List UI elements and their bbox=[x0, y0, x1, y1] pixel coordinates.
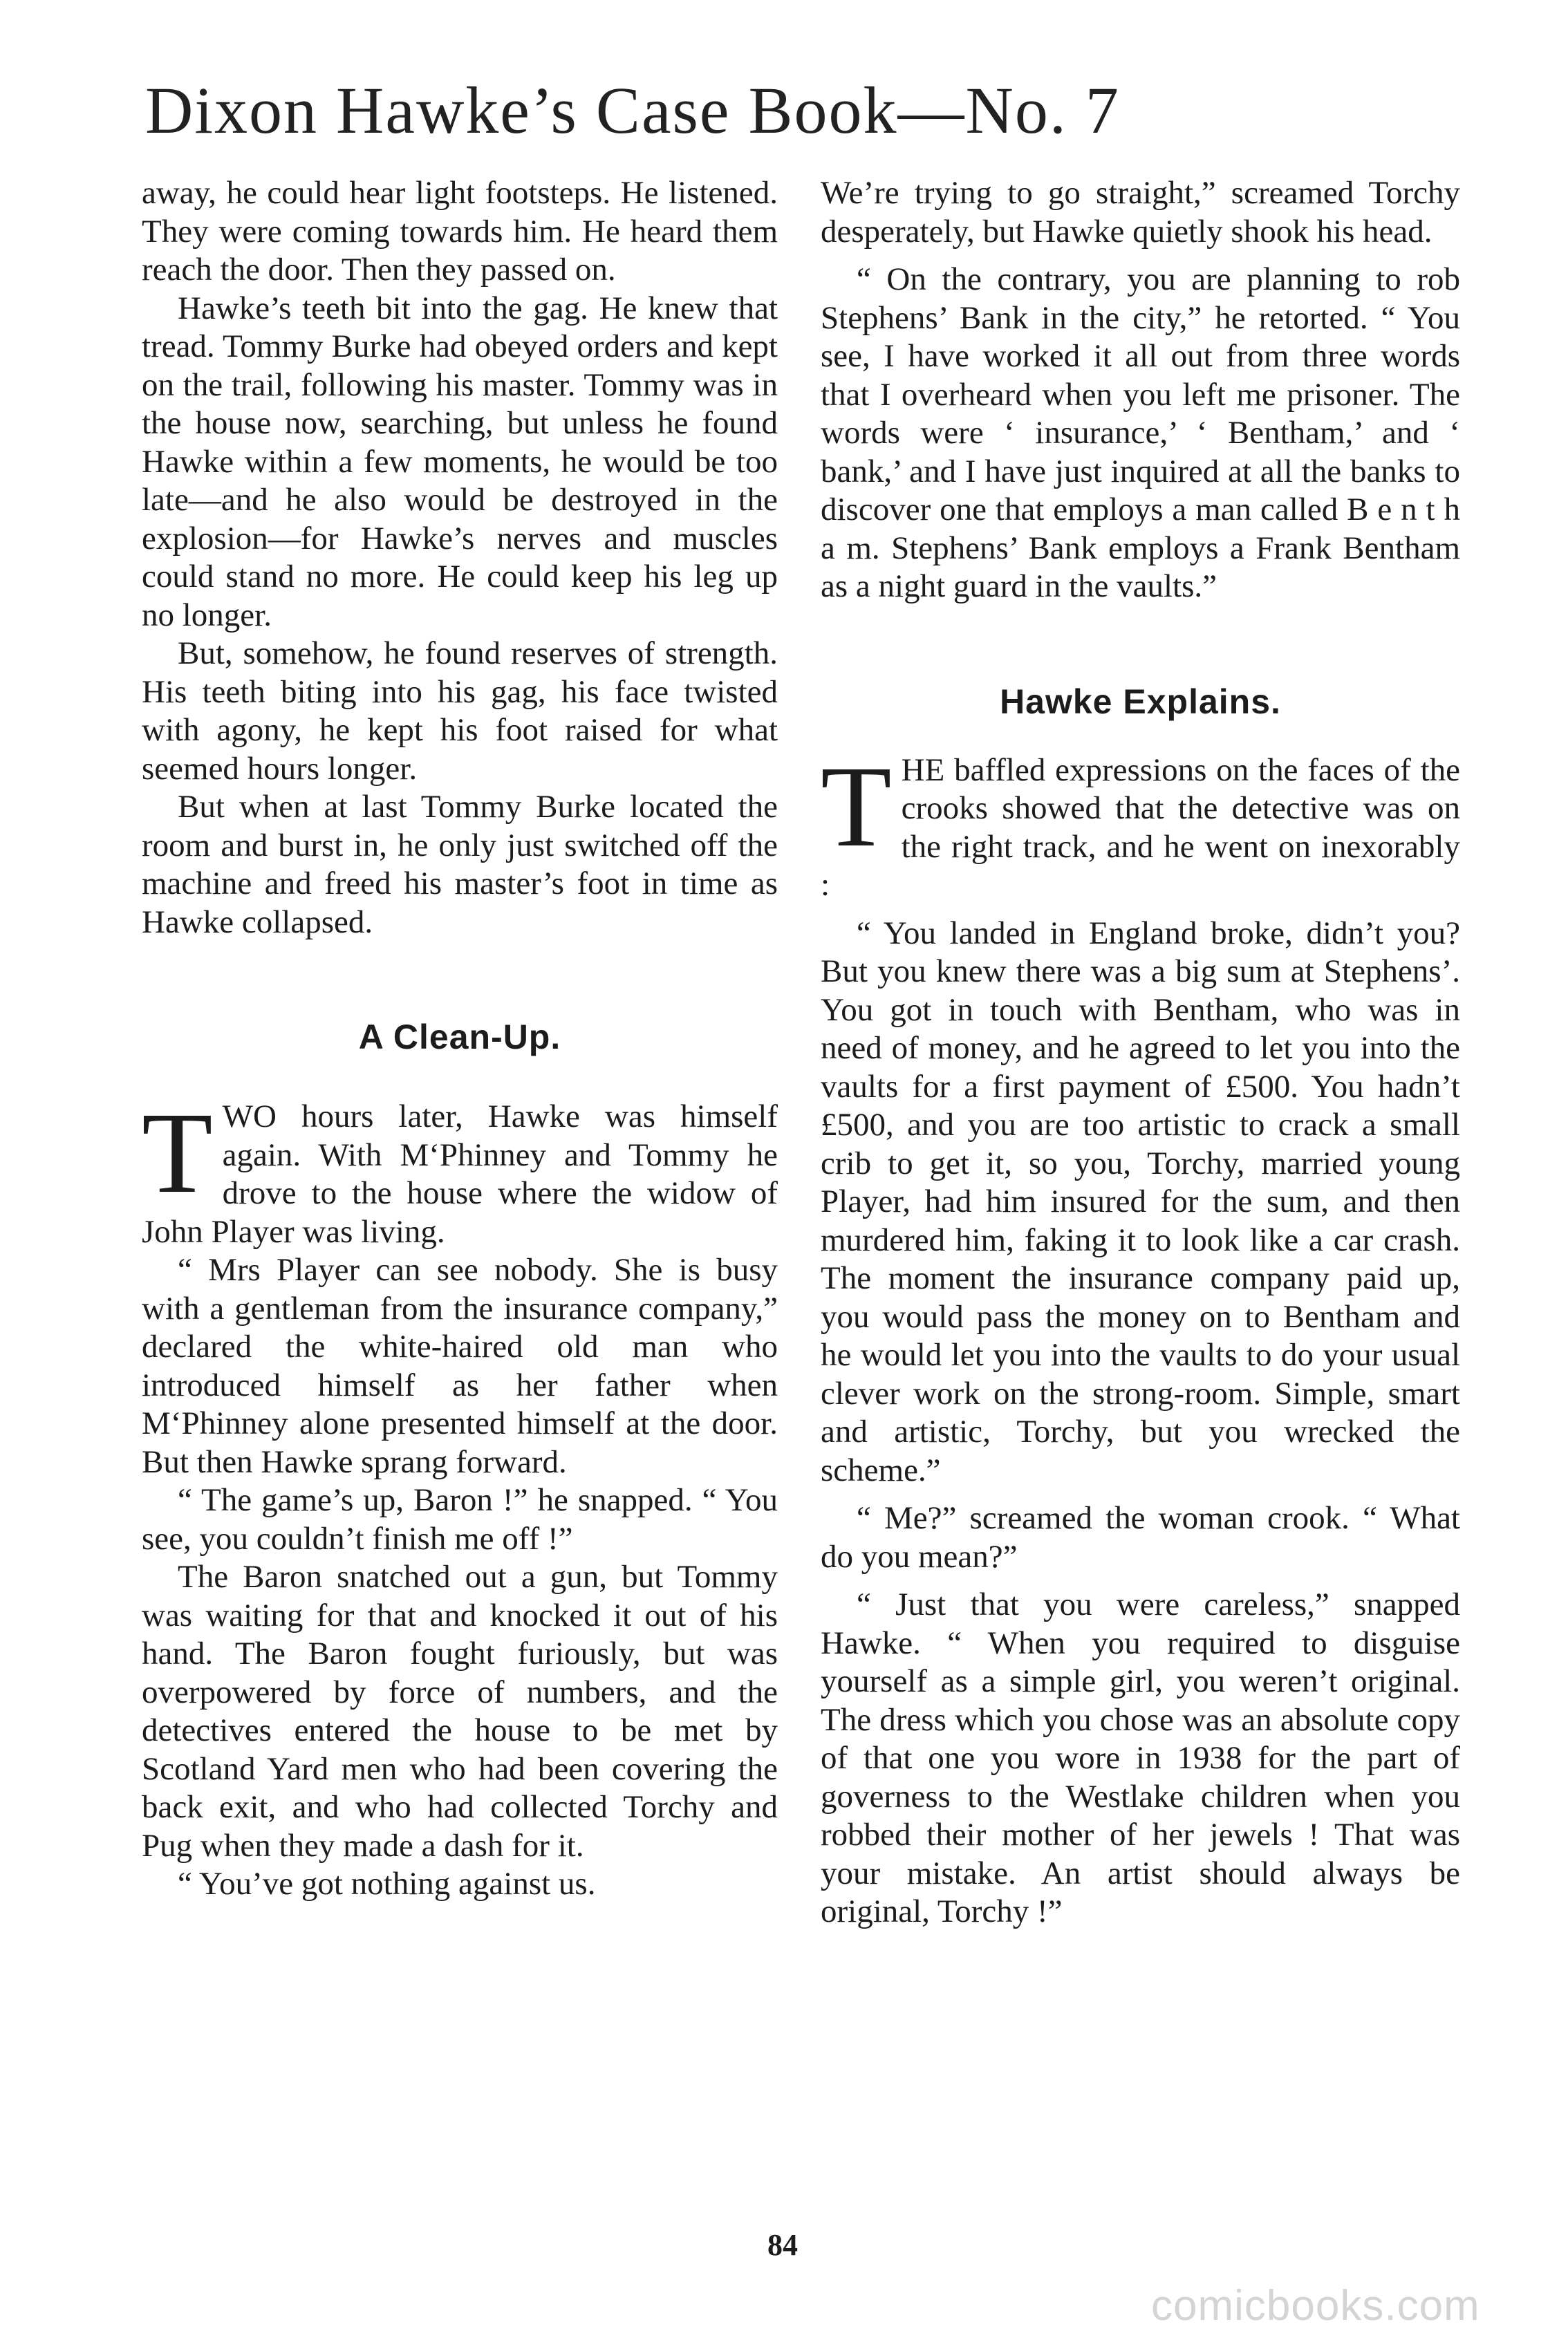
paragraph: “ You landed in England broke, didn’t you? But you knew there was a big sum at Stephens’. You got in touch with Bentham, who was in need of money, and he agreed to let you into the vaults for a first payment of £500. You hadn’t £500, and you are too artistic to crack a small crib to get it, so you, Torchy, married young Player, had him insured for the sum, and then murdered him, faking it to look like a car crash. The moment the insurance company paid up, you would pass the money on to Bentham and he would let you into the vaults to do your usual clever work on the strong-room. Simple, smart and artistic, Torchy, but you wrecked the scheme.” bbox=[821, 915, 1460, 1488]
paragraph-text: WO hours later, Hawke was himself again. With M‘Phinney and Tommy he drove to the house where the widow of John Player was living. bbox=[142, 1098, 778, 1250]
drop-cap: T bbox=[821, 742, 892, 871]
paragraph: “ Just that you were careless,” snapped Hawke. “ When you required to disguise yourself as a simple girl, you weren’t original. The dress which you chose was an absolute copy of that one you wore in 1938 for the part of governess to the Westlake children when you robbed their mother of her jewels ! That was your mistake. An artist should always be original, Torchy !” bbox=[821, 1587, 1460, 1929]
paragraph-with-dropcap bbox=[821, 742, 1460, 905]
page-title: Dixon Hawke’s Case Book—No. 7 bbox=[145, 73, 1120, 147]
paragraph: But when at last Tommy Burke located the room and burst in, he only just switched off the machine and freed his master’s foot in time as Hawke collapsed. bbox=[142, 789, 778, 940]
paragraph: Hawke’s teeth bit into the gag. He knew that tread. Tommy Burke had obeyed orders and kept on the trail, following his master. Tommy was in the house now, searching, but unless he found Hawke within a few moments, he would be too late—and he also would be destroyed in the explosion—for Hawke’s nerves and muscles could stand no more. He could keep his leg up no longer. bbox=[142, 290, 778, 633]
paragraph-with-dropcap bbox=[142, 1089, 778, 1251]
paragraph: “ You’ve got nothing against us. bbox=[178, 1866, 596, 1902]
paragraph: “ On the contrary, you are planning to rob Stephens’ Bank in the city,” he retorted. “ You see, I have worked it all out from three words that I overheard when you left me prisoner. The words were ‘ insurance,’ ‘ Bentham,’ and ‘ bank,’ and I have just inquired at all the banks to discover one that employs a man called B e n t h a m. Stephens’ Bank employs a Frank Bentham as a night guard in the vaults.” bbox=[821, 261, 1460, 604]
drop-cap: T bbox=[142, 1089, 213, 1217]
paragraph: “ Mrs Player can see nobody. She is busy with a gentleman from the insurance company,” declared the white-haired old man who introduced himself as her father when M‘Phinney alone presented himself at the door. But then Hawke sprang forward. bbox=[142, 1252, 778, 1480]
section-heading-hawke-explains: Hawke Explains. bbox=[1000, 682, 1281, 721]
paragraph: “ Me?” screamed the woman crook. “ What do you mean?” bbox=[821, 1500, 1460, 1575]
paragraph: We’re trying to go straight,” screamed Torchy desperately, but Hawke quietly shook his head. bbox=[821, 175, 1460, 250]
right-column bbox=[821, 174, 1460, 1931]
section-heading-clean-up: A Clean-Up. bbox=[358, 1018, 561, 1056]
paragraph: But, somehow, he found reserves of strength. His teeth biting into his gag, his face twisted with agony, he kept his foot raised for what seemed hours longer. bbox=[142, 635, 778, 787]
left-column bbox=[142, 174, 778, 1904]
paragraph-text: HE baffled expressions on the faces of the crooks showed that the detective was on the right track, and he went on inexorably : bbox=[821, 751, 1460, 903]
watermark: comicbooks.com bbox=[1151, 2282, 1480, 2330]
paragraph: away, he could hear light footsteps. He listened. They were coming towards him. He heard them reach the door. Then they passed on. bbox=[142, 175, 778, 288]
paragraph: “ The game’s up, Baron !” he snapped. “ You see, you couldn’t finish me off !” bbox=[142, 1482, 778, 1557]
paragraph: The Baron snatched out a gun, but Tommy was waiting for that and knocked it out of his hand. The Baron fought furiously, but was overpowered by force of numbers, and the detectives entered the house to be met by Scotland Yard men who had been covering the back exit, and who had collected Torchy and Pug when they made a dash for it. bbox=[142, 1559, 778, 1864]
page-number: 84 bbox=[767, 2228, 798, 2262]
